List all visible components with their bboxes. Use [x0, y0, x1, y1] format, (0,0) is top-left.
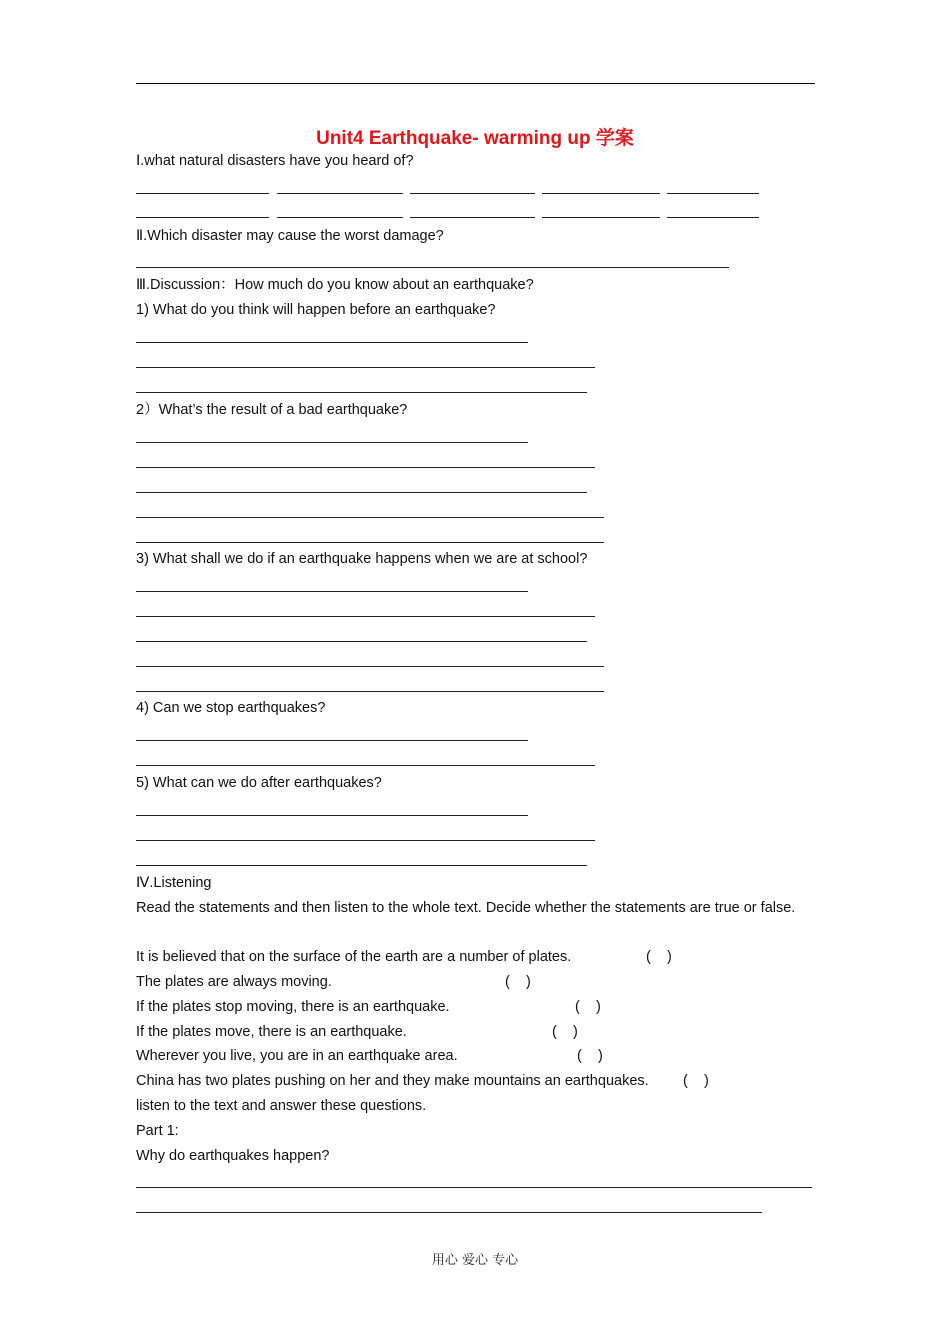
answer-blank[interactable]	[136, 367, 595, 368]
answer-blank[interactable]	[667, 193, 759, 194]
statement-2: The plates are always moving.	[136, 974, 332, 990]
question-5: 5) What can we do after earthquakes?	[136, 775, 382, 791]
question-4: 4) Can we stop earthquakes?	[136, 700, 326, 716]
answer-blank[interactable]	[136, 765, 595, 766]
answer-blank[interactable]	[136, 217, 269, 218]
answer-blank[interactable]	[136, 616, 595, 617]
header-rule	[136, 83, 815, 84]
answer-blank[interactable]	[136, 467, 595, 468]
page-footer: 用心 爱心 专心	[431, 1253, 519, 1268]
page-title: Unit4 Earthquake- warming up 学案	[316, 128, 634, 149]
section3-heading: Ⅲ.Discussion：How much do you know about an earthquake?	[136, 277, 534, 293]
statement-4: If the plates move, there is an earthquake.	[136, 1024, 407, 1040]
section4-heading: Ⅳ.Listening	[136, 875, 212, 891]
answer-blank[interactable]	[136, 517, 604, 518]
true-false-box[interactable]: ( )	[646, 949, 672, 965]
answer-blank[interactable]	[136, 740, 528, 741]
answer-blank[interactable]	[542, 217, 660, 218]
part-label: Part 1:	[136, 1123, 179, 1139]
true-false-box[interactable]: ( )	[683, 1073, 709, 1089]
answer-blank[interactable]	[136, 840, 595, 841]
answer-blank[interactable]	[136, 492, 587, 493]
section1-prompt: Ⅰ.what natural disasters have you heard of?	[136, 153, 414, 169]
true-false-box[interactable]: ( )	[575, 999, 601, 1015]
answer-blank[interactable]	[136, 342, 528, 343]
answer-blank[interactable]	[136, 1187, 812, 1188]
answer-blank[interactable]	[136, 542, 604, 543]
statement-6: China has two plates pushing on her and they make mountains an earthquakes.	[136, 1073, 649, 1089]
answer-blank[interactable]	[542, 193, 660, 194]
question-3: 3) What shall we do if an earthquake happens when we are at school?	[136, 551, 588, 567]
statement-3: If the plates stop moving, there is an earthquake.	[136, 999, 450, 1015]
answer-blank[interactable]	[136, 641, 587, 642]
answer-blank[interactable]	[136, 815, 528, 816]
question-1: 1) What do you think will happen before an earthquake?	[136, 302, 496, 318]
statement-1: It is believed that on the surface of the earth are a number of plates.	[136, 949, 572, 965]
question-2: 2）What’s the result of a bad earthquake?	[136, 402, 408, 418]
answer-blank[interactable]	[136, 865, 587, 866]
answer-blank[interactable]	[136, 392, 587, 393]
statement-5: Wherever you live, you are in an earthquake area.	[136, 1048, 458, 1064]
part-question: Why do earthquakes happen?	[136, 1148, 330, 1164]
answer-blank[interactable]	[136, 591, 528, 592]
answer-blank[interactable]	[136, 1212, 762, 1213]
true-false-box[interactable]: ( )	[552, 1024, 578, 1040]
answer-blank[interactable]	[136, 193, 269, 194]
answer-blank[interactable]	[136, 442, 528, 443]
true-false-box[interactable]: ( )	[577, 1048, 603, 1064]
answer-blank[interactable]	[277, 217, 403, 218]
answer-blank[interactable]	[667, 217, 759, 218]
listen-instruction: listen to the text and answer these questions.	[136, 1098, 427, 1114]
answer-blank[interactable]	[410, 217, 535, 218]
answer-blank[interactable]	[410, 193, 535, 194]
listening-instruction: Read the statements and then listen to the whole text. Decide whether the statements are true or false.	[136, 900, 796, 916]
true-false-box[interactable]: ( )	[505, 974, 531, 990]
answer-blank[interactable]	[136, 267, 729, 268]
section2-prompt: Ⅱ.Which disaster may cause the worst damage?	[136, 228, 444, 244]
answer-blank[interactable]	[136, 691, 604, 692]
answer-blank[interactable]	[277, 193, 403, 194]
answer-blank[interactable]	[136, 666, 604, 667]
